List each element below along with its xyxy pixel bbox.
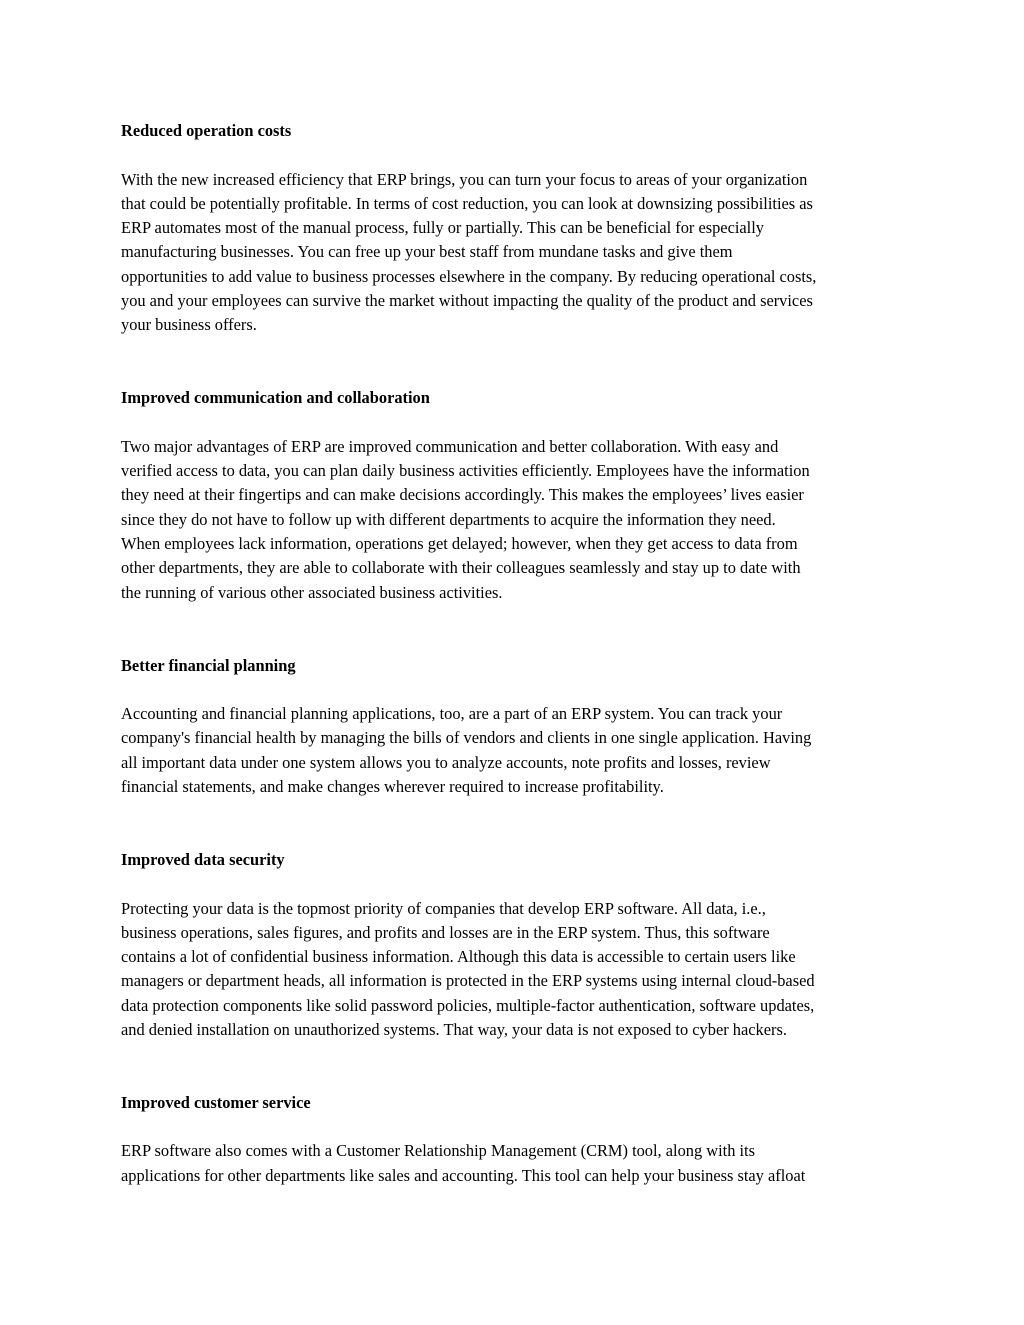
paragraph-line: other departments, they are able to collaborate with their colleagues seamlessly and stay up to date with [121, 558, 801, 578]
paragraph-line: Two major advantages of ERP are improved communication and better collaboration. With easy and [121, 436, 779, 456]
paragraph-line: applications for other departments like sales and accounting. This tool can help your business stay afloat [121, 1165, 806, 1185]
section-paragraph [121, 897, 906, 1043]
paragraph-line: With the new increased efficiency that ERP brings, you can turn your focus to areas of your organization [121, 169, 808, 189]
paragraph-line: ERP automates most of the manual process, fully or partially. This can be beneficial for especially [121, 218, 764, 238]
section-paragraph [121, 1139, 906, 1188]
paragraph-line: the running of various other associated business activities. [121, 582, 503, 602]
section-paragraph [121, 702, 906, 799]
paragraph-line: since they do not have to follow up with different departments to acquire the information they need. [121, 509, 776, 529]
paragraph-line: you and your employees can survive the market without impacting the quality of the product and services [121, 291, 813, 311]
paragraph-line: ERP software also comes with a Customer Relationship Management (CRM) tool, along with its [121, 1141, 755, 1161]
paragraph-line: company's financial health by managing the bills of vendors and clients in one single application. Having [121, 728, 812, 748]
section-heading: Improved communication and collaboration [121, 388, 430, 408]
section-improved-customer-service [121, 1091, 906, 1188]
paragraph-line: your business offers. [121, 315, 257, 335]
paragraph-line: manufacturing businesses. You can free up your best staff from mundane tasks and give them [121, 242, 733, 262]
section-improved-data-security [121, 848, 906, 1091]
section-reduced-operation-costs [121, 119, 906, 386]
paragraph-line: verified access to data, you can plan daily business activities efficiently. Employees have the information [121, 461, 810, 481]
paragraph-line: financial statements, and make changes wherever required to increase profitability. [121, 777, 664, 797]
paragraph-line: Accounting and financial planning applications, too, are a part of an ERP system. You can track your [121, 704, 783, 724]
paragraph-line: business operations, sales figures, and profits and losses are in the ERP system. Thus, this software [121, 922, 770, 942]
section-heading: Better financial planning [121, 655, 296, 675]
section-heading: Improved data security [121, 849, 285, 869]
paragraph-line: that could be potentially profitable. In terms of cost reduction, you can look at downsizing possibilities as [121, 193, 813, 213]
section-heading: Reduced operation costs [121, 121, 292, 140]
paragraph-line: data protection components like solid password policies, multiple-factor authentication, software updates, [121, 995, 815, 1015]
document-page [121, 119, 906, 1188]
section-better-financial-planning [121, 654, 906, 848]
section-heading: Improved customer service [121, 1092, 311, 1112]
paragraph-line: all important data under one system allows you to analyze accounts, note profits and losses, review [121, 752, 771, 772]
paragraph-line: and denied installation on unauthorized systems. That way, your data is not exposed to cyber hackers. [121, 1019, 787, 1039]
paragraph-line: contains a lot of confidential business information. Although this data is accessible to certain users like [121, 947, 796, 967]
paragraph-line: When employees lack information, operations get delayed; however, when they get access to data from [121, 534, 798, 554]
section-paragraph [121, 435, 906, 605]
paragraph-line: opportunities to add value to business processes elsewhere in the company. By reducing operational costs, [121, 266, 817, 286]
paragraph-line: managers or department heads, all information is protected in the ERP systems using internal cloud-based [121, 971, 815, 991]
paragraph-line: they need at their fingertips and can make decisions accordingly. This makes the employees’ lives easier [121, 485, 804, 505]
section-improved-communication [121, 386, 906, 653]
paragraph-line: Protecting your data is the topmost priority of companies that develop ERP software. All data, i.e., [121, 898, 766, 918]
section-paragraph [121, 168, 906, 338]
